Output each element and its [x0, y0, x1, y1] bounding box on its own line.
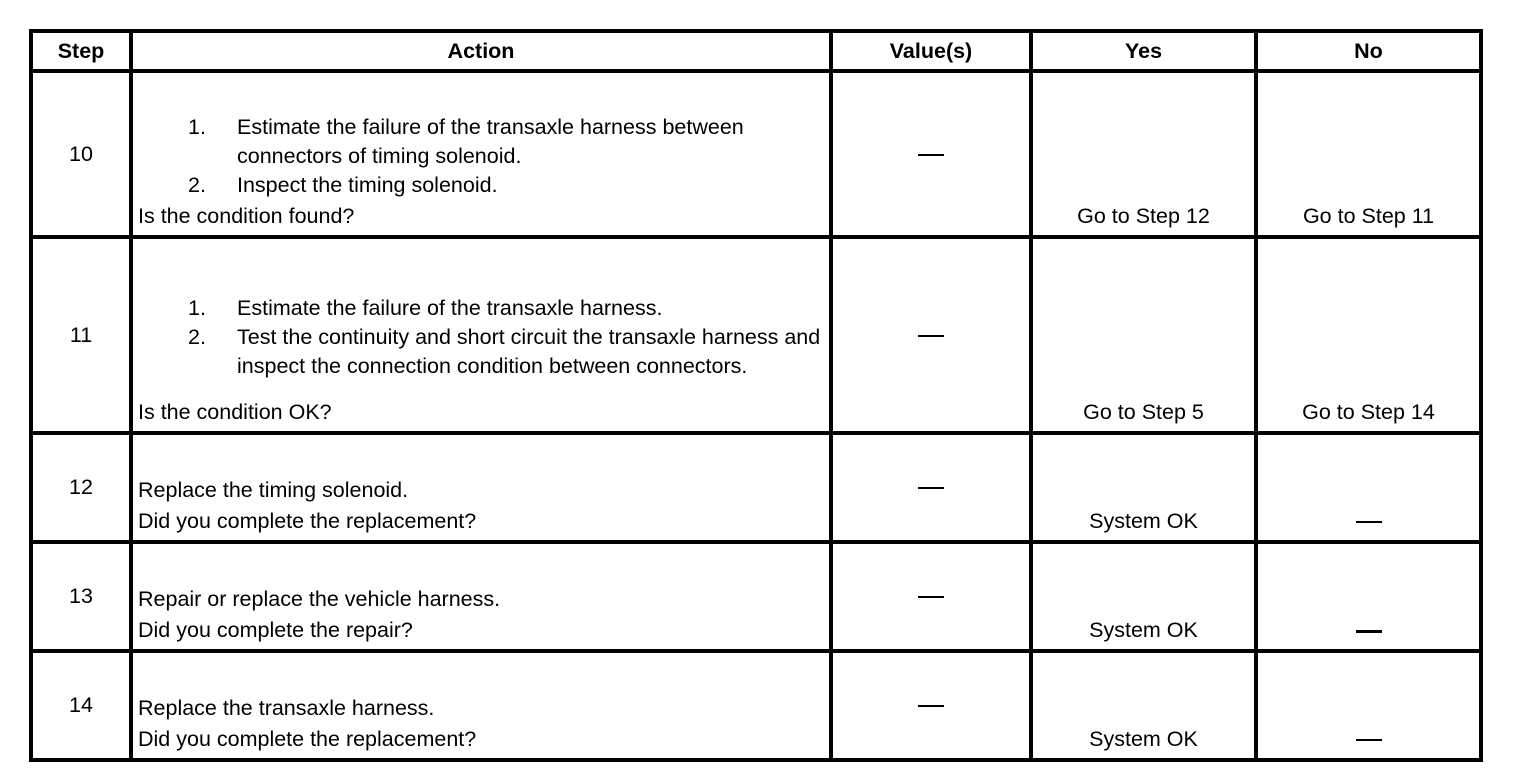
no-result: Go to Step 14 — [1302, 400, 1435, 424]
action-question: Is the condition OK? — [138, 400, 332, 424]
action-steps — [133, 113, 829, 200]
yes-result: System OK — [1089, 618, 1198, 642]
action-cell — [131, 237, 831, 433]
step-number: 13 — [31, 542, 131, 651]
yes-result: System OK — [1089, 509, 1198, 533]
list-item: 2. Inspect the timing solenoid. — [188, 173, 498, 197]
value-cell — [831, 71, 1031, 237]
value-cell — [831, 433, 1031, 542]
header-no: No — [1256, 31, 1481, 71]
no-cell — [1256, 433, 1481, 542]
dash-mark — [1356, 630, 1382, 633]
header-row — [31, 31, 1481, 71]
step-number: 14 — [31, 651, 131, 760]
header-step: Step — [31, 31, 131, 71]
no-result — [1258, 507, 1479, 536]
step-number: 11 — [31, 237, 131, 433]
yes-result: Go to Step 5 — [1083, 400, 1204, 424]
header-action: Action — [131, 31, 831, 71]
no-cell — [1256, 542, 1481, 651]
list-item: 2. Test the continuity and short circuit the transaxle harness and inspect the connection condition between connectors. — [188, 325, 821, 378]
table-row — [31, 433, 1481, 542]
step-number: 10 — [31, 71, 131, 237]
action-cell — [131, 542, 831, 651]
value-cell — [831, 237, 1031, 433]
action-cell — [131, 651, 831, 760]
action-question: Did you complete the replacement? — [138, 509, 477, 533]
no-result: Go to Step 11 — [1302, 204, 1435, 228]
table-row — [31, 237, 1481, 433]
table-row — [31, 651, 1481, 760]
action-question: Did you complete the repair? — [138, 618, 413, 642]
yes-result: Go to Step 12 — [1077, 204, 1210, 228]
value-cell — [831, 542, 1031, 651]
action-question: Did you complete the replacement? — [138, 727, 477, 751]
header-value: Value(s) — [831, 31, 1031, 71]
dash-mark — [918, 705, 944, 707]
yes-cell — [1031, 651, 1256, 760]
action-instruction: Replace the transaxle harness. — [138, 695, 435, 720]
dash-mark — [918, 487, 944, 489]
action-steps — [133, 294, 829, 381]
action-instruction: Repair or replace the vehicle harness. — [138, 586, 501, 611]
yes-cell — [1031, 237, 1256, 433]
action-cell — [131, 433, 831, 542]
no-result — [1258, 616, 1479, 645]
action-cell — [131, 71, 831, 237]
dash-mark — [918, 154, 944, 156]
table-row — [31, 542, 1481, 651]
dash-mark — [1356, 521, 1382, 523]
yes-cell — [1031, 542, 1256, 651]
value-cell — [831, 651, 1031, 760]
diagnostic-table — [29, 29, 1483, 762]
header-yes: Yes — [1031, 31, 1256, 71]
action-question: Is the condition found? — [138, 204, 355, 228]
yes-cell — [1031, 433, 1256, 542]
no-cell — [1256, 71, 1481, 237]
no-cell — [1256, 651, 1481, 760]
no-cell — [1256, 237, 1481, 433]
list-item: 1. Estimate the failure of the transaxle harness between connectors of timing solenoid. — [188, 115, 744, 168]
dash-mark — [918, 596, 944, 598]
dash-mark — [1356, 739, 1382, 741]
list-item: 1. Estimate the failure of the transaxle harness. — [188, 296, 663, 320]
yes-cell — [1031, 71, 1256, 237]
step-number: 12 — [31, 433, 131, 542]
no-result — [1258, 725, 1479, 754]
table-row — [31, 71, 1481, 237]
dash-mark — [918, 335, 944, 337]
action-instruction: Replace the timing solenoid. — [138, 477, 409, 502]
yes-result: System OK — [1089, 727, 1198, 751]
